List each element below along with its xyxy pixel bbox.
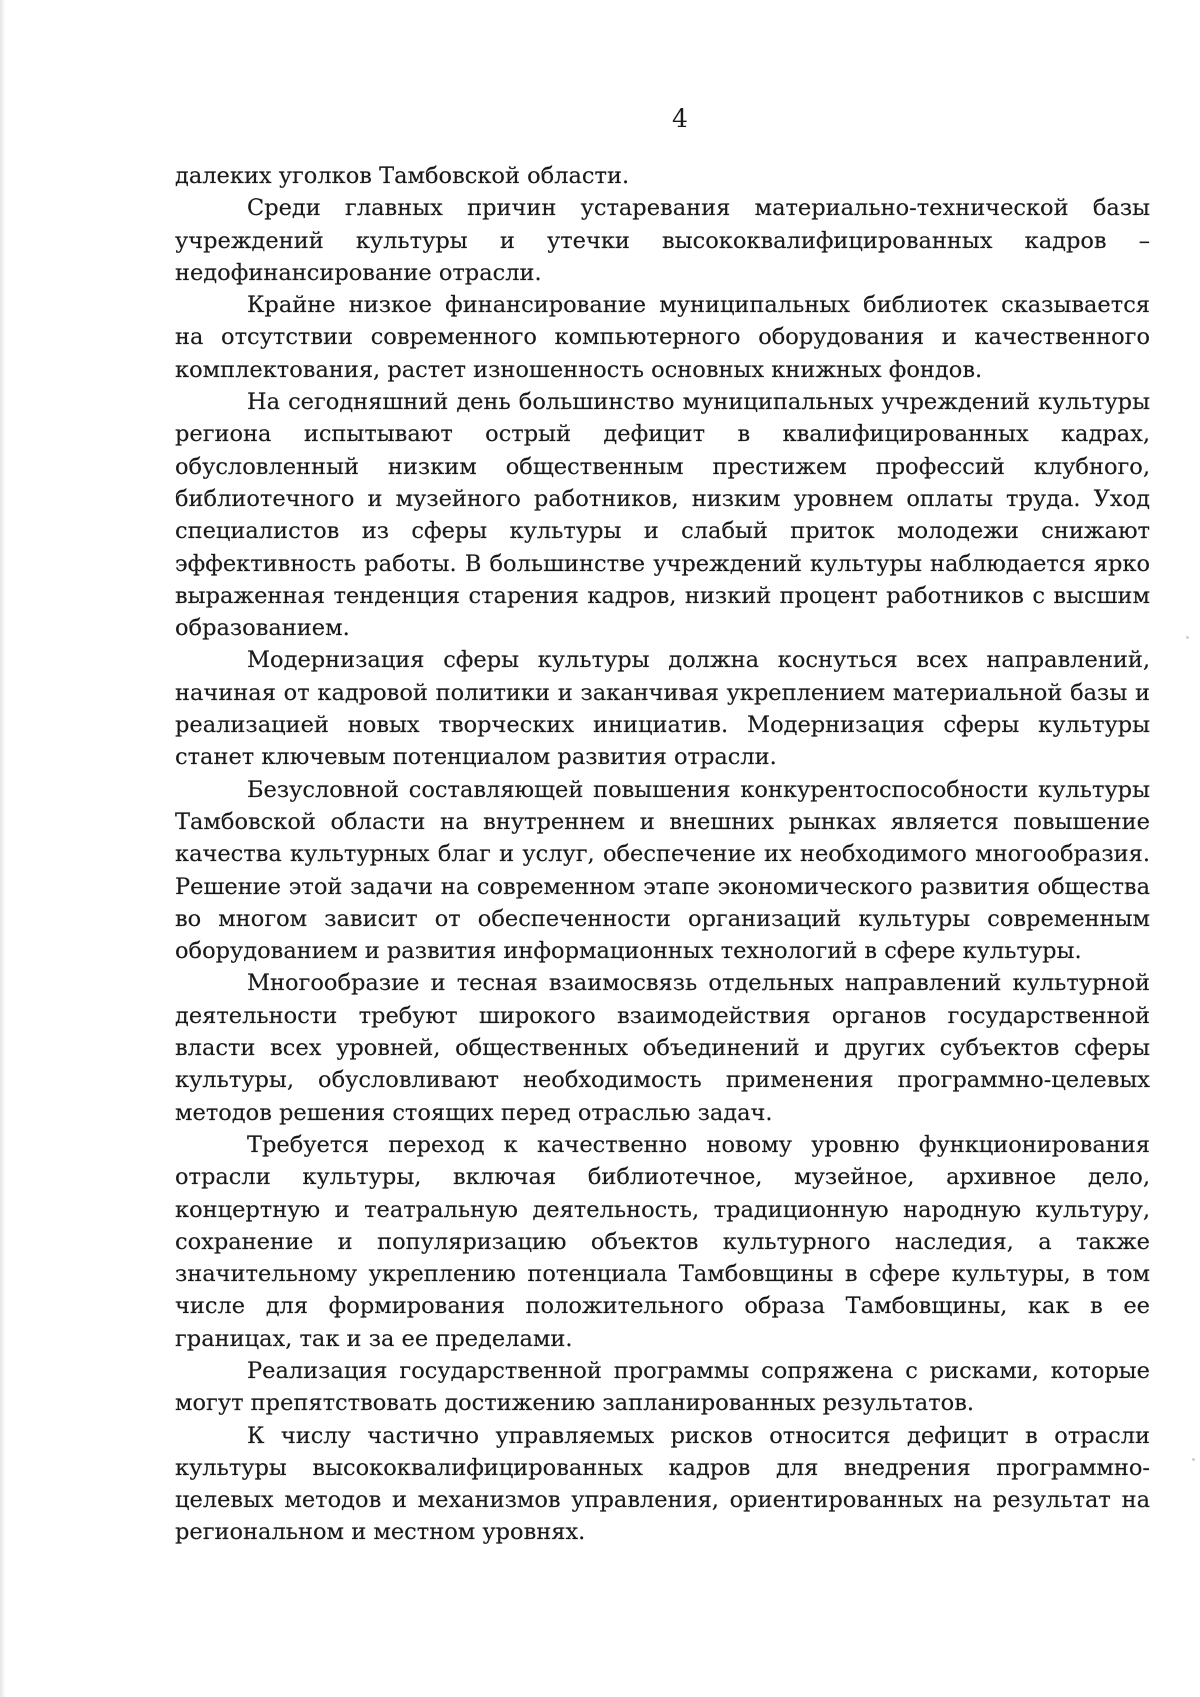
document-body: [175, 160, 1150, 1549]
paragraph-underfunding: Среди главных причин устаревания материально-технической базы учреждений культуры и утечки высококвалифицированных кадров – недофинансирование отрасли.: [175, 195, 1150, 286]
paragraph-program-methods: Многообразие и тесная взаимосвязь отдельных направлений культурной деятельности требуют широкого взаимодействия органов государственной власти всех уровней, общественных объединений и других субъектов сферы культуры, обусловливают необходимость применения программно-целевых методов решения стоящих перед отраслью задач.: [175, 970, 1150, 1126]
scan-edge-shadow: [0, 0, 6, 1697]
paragraph-risks: Реализация государственной программы сопряжена с рисками, которые могут препятствовать достижению запланированных результатов.: [175, 1357, 1150, 1417]
paragraph-staff-shortage: На сегодняшний день большинство муниципальных учреждений культуры региона испытывают острый дефицит в квалифицированных кадрах, обусловленный низким общественным престижем профессий клубного, библиотечного и музейного работников, низким уровнем оплаты труда. Уход специалистов из сферы культуры и слабый приток молодежи снижают эффективность работы. В большинстве учреждений культуры наблюдается ярко выраженная тенденция старения кадров, низкий процент работников с высшим образованием.: [175, 389, 1150, 642]
paragraph-managed-risks: К числу частично управляемых рисков относится дефицит в отрасли культуры высококвалифицированных кадров для внедрения программно-целевых методов и механизмов управления, ориентированных на результат на региональном и местном уровнях.: [175, 1422, 1150, 1546]
paragraph-new-level: Требуется переход к качественно новому уровню функционирования отрасли культуры, включая библиотечное, музейное, архивное дело, концертную и театральную деятельность, традиционную народную культуру, сохранение и популяризацию объектов культурного наследия, а также значительному укреплению потенциала Тамбовщины в сфере культуры, в том числе для формирования положительного образа Тамбовщины, как в ее границах, так и за ее пределами.: [175, 1131, 1150, 1352]
paragraph-libraries: Крайне низкое финансирование муниципальных библиотек сказывается на отсутствии современного компьютерного оборудования и качественного комплектования, растет изношенность основных книжных фондов.: [175, 292, 1150, 383]
paragraph-modernization: Модернизация сферы культуры должна коснуться всех направлений, начиная от кадровой политики и заканчивая укреплением материальной базы и реализацией новых творческих инициатив. Модернизация сферы культуры станет ключевым потенциалом развития отрасли.: [175, 647, 1150, 771]
page-number: 4: [672, 104, 688, 133]
scan-speck: [1186, 636, 1189, 639]
paragraph-continuation: далеких уголков Тамбовской области.: [175, 163, 630, 189]
scan-speck: [1192, 1458, 1195, 1461]
paragraph-competitiveness: Безусловной составляющей повышения конкурентоспособности культуры Тамбовской области на внутреннем и внешних рынках является повышение качества культурных благ и услуг, обеспечение их необходимого многообразия. Решение этой задачи на современном этапе экономического развития общества во многом зависит от обеспеченности организаций культуры современным оборудованием и развития информационных технологий в сфере культуры.: [175, 776, 1150, 965]
